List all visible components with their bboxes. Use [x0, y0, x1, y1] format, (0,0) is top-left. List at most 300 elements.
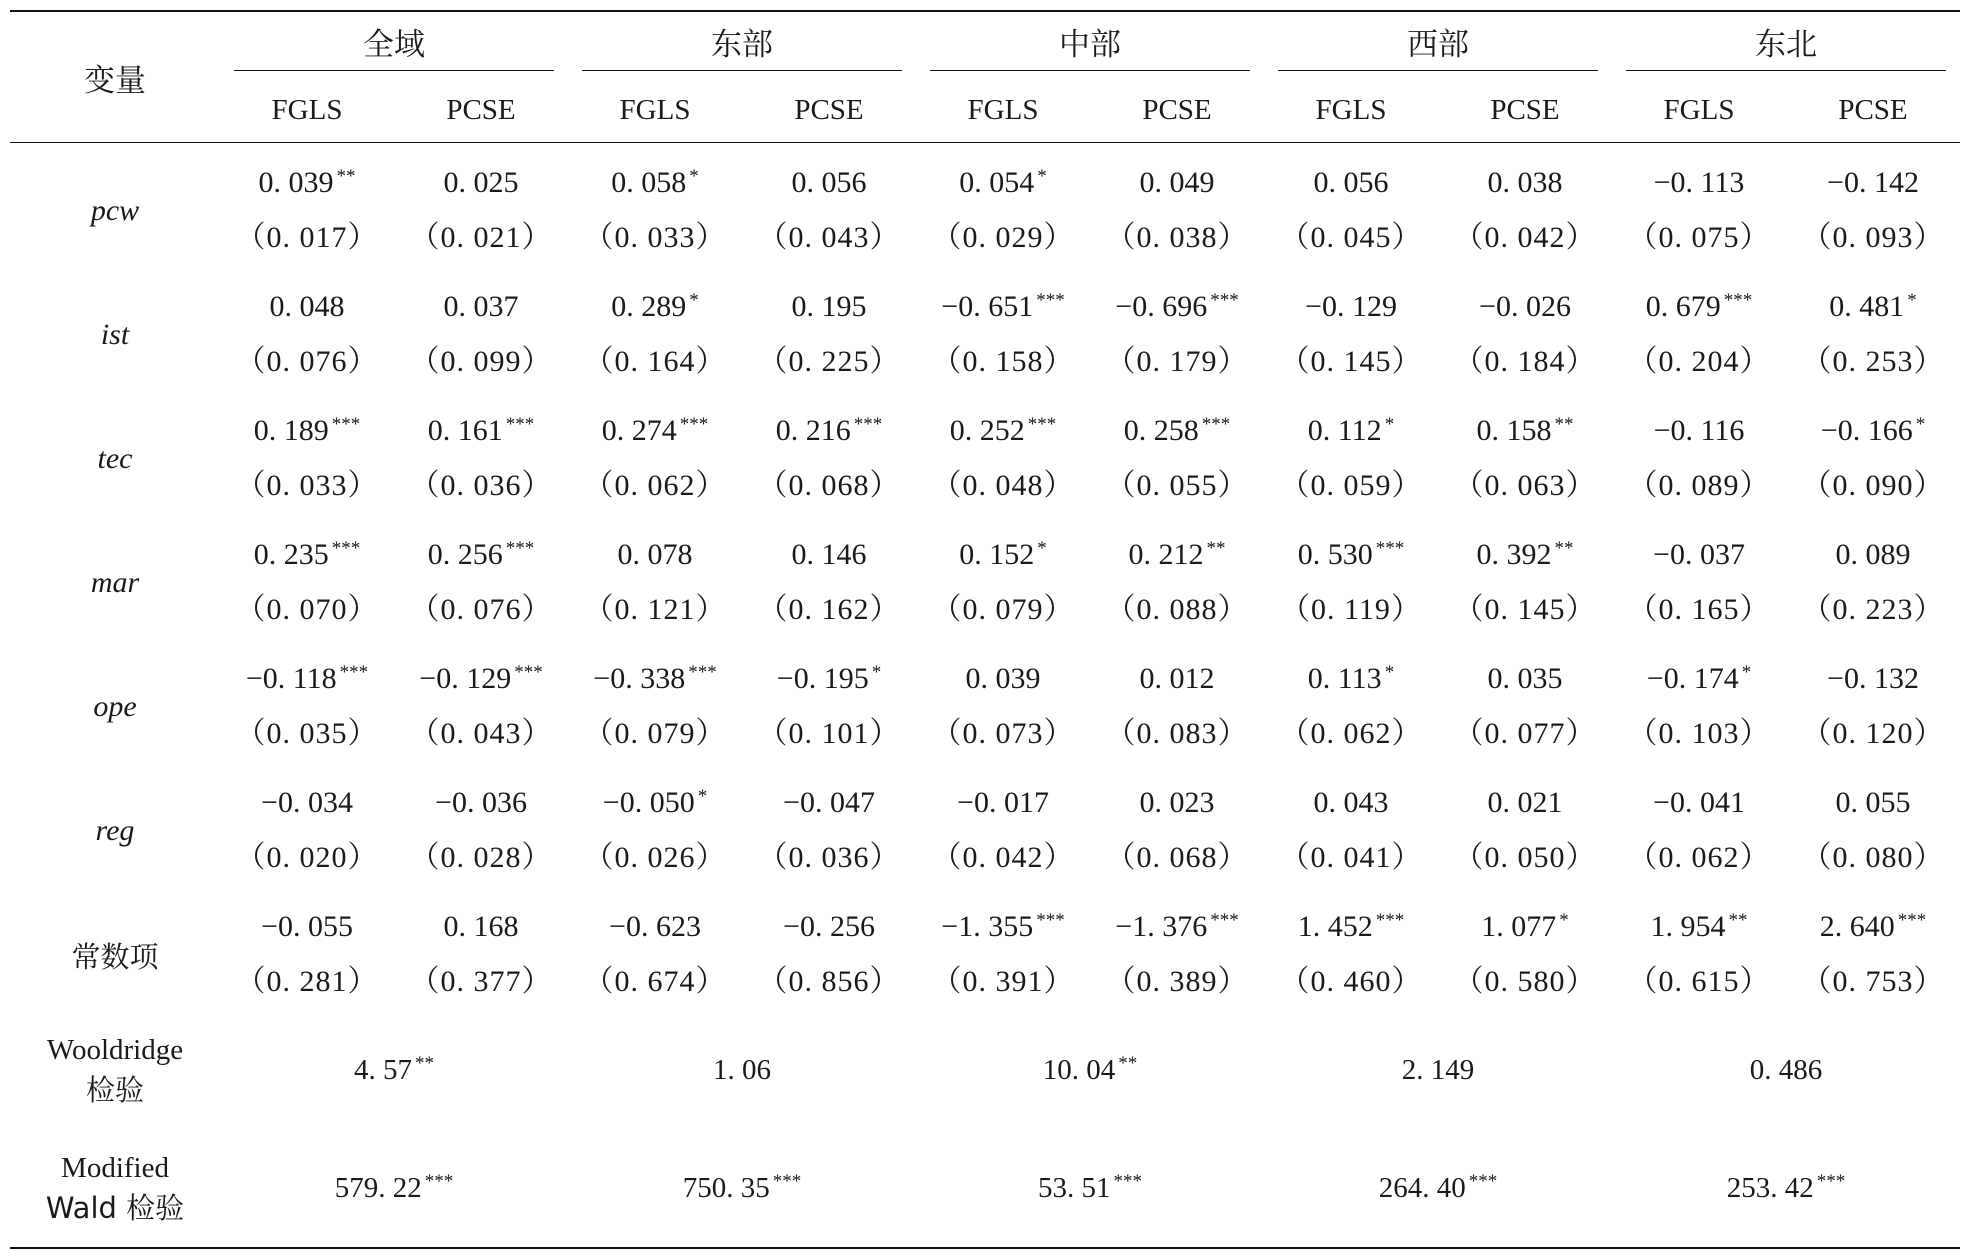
standard-error-cell: （0. 119）: [1280, 593, 1422, 626]
coefficient-cell: [916, 143, 1090, 212]
coefficient-cell: [1612, 515, 1786, 583]
coefficient-cell: [394, 391, 568, 459]
coefficient-value: −0. 116: [1653, 414, 1745, 447]
coefficient-cell: [1786, 515, 1960, 583]
significance-stars: ***: [1468, 1171, 1498, 1192]
significance-stars: *: [1741, 662, 1752, 683]
significance-stars: ***: [331, 538, 361, 559]
standard-error-cell: （0. 045）: [1279, 221, 1423, 254]
coefficient-cell: [742, 763, 916, 831]
test-statistic-cell: [916, 1011, 1264, 1129]
coefficient-value: −0. 651: [941, 290, 1034, 323]
coefficient-cell: [1786, 267, 1960, 335]
coefficient-cell: [220, 267, 394, 335]
significance-stars: ***: [1027, 414, 1057, 435]
standard-error-cell: （0. 068）: [1105, 841, 1249, 874]
variable-header: 变量: [10, 11, 220, 143]
coefficient-value: 0. 392: [1476, 538, 1552, 571]
coefficient-value: 0. 168: [443, 910, 519, 943]
coefficient-value: −0. 113: [1653, 166, 1745, 199]
significance-stars: ***: [505, 538, 535, 559]
coefficient-value: 1. 452: [1297, 910, 1373, 943]
coefficient-cell: [220, 887, 394, 955]
coefficient-value: −0. 174: [1646, 662, 1739, 695]
coefficient-row: [10, 143, 1960, 212]
coefficient-cell: [1786, 391, 1960, 459]
standard-error-cell: （0. 042）: [931, 841, 1075, 874]
coefficient-cell: [1264, 143, 1438, 212]
standard-error-row: [10, 707, 1960, 763]
standard-error-cell: （0. 099）: [409, 345, 553, 378]
coefficient-value: −0. 050: [602, 786, 695, 819]
coefficient-value: 0. 043: [1313, 786, 1389, 819]
significance-stars: **: [1554, 538, 1574, 559]
coefficient-cell: [1438, 639, 1612, 707]
coefficient-row: [10, 267, 1960, 335]
variable-label: tec: [97, 442, 133, 475]
coefficient-cell: [1090, 887, 1264, 955]
coefficient-value: 1. 954: [1650, 910, 1726, 943]
standard-error-cell: （0. 179）: [1105, 345, 1249, 378]
standard-error-cell: （0. 089）: [1627, 469, 1771, 502]
significance-stars: ***: [853, 414, 883, 435]
coefficient-value: 0. 216: [775, 414, 851, 447]
coefficient-value: 0. 158: [1476, 414, 1552, 447]
coefficient-cell: [916, 267, 1090, 335]
coefficient-cell: [1612, 763, 1786, 831]
test-statistic-cell: [220, 1129, 568, 1248]
test-label-line1: Wooldridge: [46, 1034, 184, 1066]
coefficient-value: −0. 132: [1827, 662, 1919, 695]
coefficient-cell: [1264, 639, 1438, 707]
significance-stars: **: [1206, 538, 1226, 559]
test-label: [10, 1011, 220, 1129]
coefficient-cell: [1264, 391, 1438, 459]
coefficient-value: −0. 036: [435, 786, 527, 819]
coefficient-value: −0. 047: [783, 786, 875, 819]
standard-error-cell: （0. 391）: [931, 965, 1075, 998]
coefficient-value: 0. 195: [791, 290, 867, 323]
standard-error-cell: （0. 184）: [1453, 345, 1597, 378]
test-label: [10, 1129, 220, 1248]
significance-stars: ***: [1113, 1171, 1142, 1192]
standard-error-cell: （0. 165）: [1627, 593, 1771, 626]
coefficient-value: 0. 035: [1487, 662, 1563, 695]
standard-error-cell: （0. 068）: [757, 469, 901, 502]
coefficient-value: 0. 021: [1487, 786, 1563, 819]
standard-error-cell: （0. 080）: [1801, 841, 1945, 874]
standard-error-cell: （0. 043）: [757, 221, 901, 254]
coefficient-cell: [394, 639, 568, 707]
coefficient-value: −0. 041: [1653, 786, 1745, 819]
coefficient-cell: [1264, 515, 1438, 583]
significance-stars: *: [1384, 414, 1395, 435]
standard-error-cell: （0. 076）: [235, 345, 379, 378]
standard-error-cell: （0. 028）: [409, 841, 553, 874]
standard-error-cell: （0. 674）: [583, 965, 727, 998]
test-statistic-value: 53. 51: [1038, 1172, 1111, 1204]
coefficient-value: 0. 530: [1297, 538, 1373, 571]
coefficient-value: 0. 152: [959, 538, 1035, 571]
coefficient-value: −1. 376: [1115, 910, 1208, 943]
coefficient-cell: [1264, 267, 1438, 335]
coefficient-value: 0. 058: [611, 166, 687, 199]
significance-stars: **: [1728, 910, 1748, 931]
significance-stars: *: [689, 290, 699, 311]
coefficient-value: 0. 679: [1645, 290, 1721, 323]
coefficient-cell: [220, 515, 394, 583]
coefficient-cell: [568, 639, 742, 707]
coefficient-value: −0. 026: [1479, 290, 1571, 323]
coefficient-cell: [1438, 267, 1612, 335]
standard-error-cell: （0. 856）: [757, 965, 901, 998]
coefficient-value: 1. 077: [1481, 910, 1557, 943]
standard-error-cell: （0. 281）: [235, 965, 379, 998]
significance-stars: ***: [1375, 910, 1405, 931]
variable-label: ope: [93, 690, 137, 723]
coefficient-cell: [1786, 763, 1960, 831]
coefficient-value: 0. 012: [1139, 662, 1215, 695]
coefficient-value: −0. 034: [261, 786, 353, 819]
method-header: FGLS: [916, 78, 1090, 143]
coefficient-cell: [742, 143, 916, 212]
coefficient-value: 0. 481: [1829, 290, 1905, 323]
coefficient-value: −0. 055: [261, 910, 353, 943]
standard-error-cell: （0. 079）: [931, 593, 1075, 626]
standard-error-cell: （0. 035）: [235, 717, 379, 750]
coefficient-value: 0. 146: [791, 538, 867, 571]
coefficient-cell: [568, 887, 742, 955]
standard-error-cell: （0. 070）: [235, 593, 379, 626]
table-body: [10, 143, 1960, 1012]
coefficient-row: [10, 391, 1960, 459]
method-header: PCSE: [1786, 78, 1960, 143]
coefficient-value: 0. 089: [1835, 538, 1911, 571]
coefficient-value: 0. 113: [1307, 662, 1382, 695]
significance-stars: ***: [1210, 910, 1239, 931]
test-statistic-cell: [568, 1011, 916, 1129]
coefficient-cell: [568, 267, 742, 335]
group-header-west: [1264, 11, 1612, 78]
test-statistic-value: 0. 486: [1749, 1053, 1823, 1086]
variable-label: reg: [95, 814, 135, 847]
standard-error-cell: （0. 223）: [1801, 593, 1945, 626]
coefficient-cell: [916, 639, 1090, 707]
standard-error-cell: （0. 029）: [931, 221, 1075, 254]
coefficient-cell: [1090, 515, 1264, 583]
standard-error-row: [10, 583, 1960, 639]
test-statistic-cell: [1612, 1011, 1960, 1129]
coefficient-cell: [568, 391, 742, 459]
coefficient-value: 0. 039: [258, 166, 334, 199]
coefficient-row: [10, 887, 1960, 955]
coefficient-value: −0. 338: [593, 662, 686, 695]
standard-error-cell: （0. 036）: [409, 469, 553, 502]
coefficient-value: 0. 078: [617, 538, 693, 571]
significance-stars: ***: [688, 662, 717, 683]
standard-error-cell: （0. 021）: [409, 221, 553, 254]
regression-table-container: [10, 10, 1960, 1249]
coefficient-cell: [742, 515, 916, 583]
standard-error-cell: （0. 076）: [409, 593, 553, 626]
significance-stars: ***: [1036, 290, 1065, 311]
coefficient-cell: [1786, 887, 1960, 955]
coefficient-cell: [1090, 267, 1264, 335]
test-label-line2: 检验: [85, 1073, 144, 1107]
coefficient-value: 0. 258: [1123, 414, 1199, 447]
coefficient-value: 0. 212: [1128, 538, 1204, 571]
group-header-central: [916, 11, 1264, 78]
coefficient-cell: [1612, 391, 1786, 459]
significance-stars: *: [1907, 290, 1917, 311]
standard-error-cell: （0. 079）: [583, 717, 727, 750]
test-statistic-cell: [1264, 1011, 1612, 1129]
coefficient-cell: [1090, 639, 1264, 707]
method-header: FGLS: [220, 78, 394, 143]
variable-label: pcw: [90, 194, 140, 227]
coefficient-cell: [568, 515, 742, 583]
test-statistic-value: 1. 06: [713, 1053, 771, 1086]
coefficient-cell: [220, 763, 394, 831]
significance-stars: ***: [679, 414, 709, 435]
standard-error-cell: （0. 062）: [1279, 717, 1423, 750]
standard-error-cell: （0. 389）: [1105, 965, 1249, 998]
standard-error-cell: （0. 145）: [1279, 345, 1423, 378]
coefficient-value: 0. 049: [1139, 166, 1215, 199]
standard-error-cell: （0. 103）: [1627, 717, 1771, 750]
coefficient-value: 2. 640: [1819, 910, 1895, 943]
standard-error-row: [10, 459, 1960, 515]
coefficient-value: 0. 056: [791, 166, 867, 199]
test-statistic-value: 579. 22: [334, 1172, 422, 1204]
standard-error-cell: （0. 120）: [1801, 717, 1945, 750]
test-label-line1: Modified: [61, 1152, 169, 1184]
coefficient-cell: [1612, 143, 1786, 212]
standard-error-cell: （0. 033）: [583, 221, 727, 254]
standard-error-cell: （0. 063）: [1453, 469, 1597, 502]
significance-stars: ***: [1375, 538, 1405, 559]
test-statistic-cell: [1612, 1129, 1960, 1248]
standard-error-cell: （0. 162）: [757, 593, 901, 626]
variable-label: 常数项: [71, 939, 159, 974]
coefficient-row: [10, 515, 1960, 583]
coefficient-value: −0. 696: [1115, 290, 1208, 323]
standard-error-cell: （0. 036）: [757, 841, 901, 874]
coefficient-value: −0. 118: [245, 662, 337, 695]
test-statistic-value: 10. 04: [1042, 1054, 1116, 1086]
standard-error-cell: （0. 225）: [757, 345, 901, 378]
coefficient-value: 0. 039: [965, 662, 1041, 695]
standard-error-cell: （0. 204）: [1627, 345, 1771, 378]
significance-stars: **: [1554, 414, 1574, 435]
standard-error-cell: （0. 460）: [1279, 965, 1423, 998]
standard-error-cell: （0. 077）: [1453, 717, 1597, 750]
coefficient-value: 0. 112: [1307, 414, 1382, 447]
coefficient-cell: [1090, 391, 1264, 459]
coefficient-row: [10, 639, 1960, 707]
coefficient-value: 0. 252: [949, 414, 1025, 447]
standard-error-cell: （0. 075）: [1627, 221, 1771, 254]
coefficient-value: 0. 161: [427, 414, 503, 447]
standard-error-cell: （0. 615）: [1627, 965, 1771, 998]
coefficient-value: 0. 055: [1835, 786, 1911, 819]
group-header-label: 全域: [234, 19, 554, 71]
coefficient-value: 0. 274: [601, 414, 677, 447]
test-body: [10, 1011, 1960, 1248]
coefficient-value: 0. 235: [253, 538, 329, 571]
group-header-label: 西部: [1278, 19, 1598, 71]
standard-error-cell: （0. 753）: [1801, 965, 1945, 998]
method-header: PCSE: [1438, 78, 1612, 143]
coefficient-value: −0. 256: [783, 910, 875, 943]
group-header-label: 东部: [582, 19, 902, 71]
coefficient-cell: [916, 763, 1090, 831]
standard-error-cell: （0. 377）: [409, 965, 553, 998]
coefficient-cell: [1264, 763, 1438, 831]
coefficient-cell: [742, 267, 916, 335]
significance-stars: *: [697, 786, 708, 807]
significance-stars: ***: [331, 414, 361, 435]
coefficient-value: −0. 195: [776, 662, 869, 695]
standard-error-cell: （0. 055）: [1105, 469, 1249, 502]
significance-stars: ***: [1036, 910, 1065, 931]
coefficient-cell: [916, 391, 1090, 459]
method-header: PCSE: [742, 78, 916, 143]
significance-stars: *: [1037, 538, 1047, 559]
coefficient-value: 0. 023: [1139, 786, 1215, 819]
significance-stars: *: [1037, 166, 1047, 187]
coefficient-value: 0. 256: [427, 538, 503, 571]
significance-stars: *: [871, 662, 882, 683]
variable-label: mar: [90, 566, 140, 599]
coefficient-cell: [916, 887, 1090, 955]
standard-error-cell: （0. 059）: [1279, 469, 1423, 502]
standard-error-cell: （0. 088）: [1105, 593, 1249, 626]
standard-error-cell: （0. 026）: [583, 841, 727, 874]
coefficient-cell: [1090, 143, 1264, 212]
standard-error-cell: （0. 048）: [931, 469, 1075, 502]
standard-error-row: [10, 335, 1960, 391]
standard-error-cell: （0. 038）: [1105, 221, 1249, 254]
coefficient-cell: [220, 391, 394, 459]
standard-error-cell: （0. 101）: [757, 717, 901, 750]
significance-stars: ***: [1201, 414, 1231, 435]
coefficient-value: −0. 017: [957, 786, 1049, 819]
test-label-line2: Wald 检验: [45, 1191, 185, 1225]
standard-error-row: [10, 211, 1960, 267]
test-row: [10, 1011, 1960, 1129]
coefficient-value: 0. 038: [1487, 166, 1563, 199]
coefficient-cell: [394, 887, 568, 955]
coefficient-cell: [1612, 639, 1786, 707]
significance-stars: ***: [1723, 290, 1753, 311]
coefficient-cell: [1786, 639, 1960, 707]
coefficient-value: −0. 129: [1305, 290, 1397, 323]
coefficient-value: −0. 129: [419, 662, 512, 695]
significance-stars: ***: [424, 1171, 454, 1192]
coefficient-cell: [394, 267, 568, 335]
method-header: FGLS: [568, 78, 742, 143]
coefficient-value: 0. 054: [959, 166, 1035, 199]
coefficient-value: 0. 037: [443, 290, 519, 323]
coefficient-cell: [1090, 763, 1264, 831]
standard-error-cell: （0. 020）: [235, 841, 379, 874]
coefficient-cell: [1438, 887, 1612, 955]
coefficient-cell: [568, 763, 742, 831]
standard-error-cell: （0. 043）: [409, 717, 553, 750]
test-statistic-value: 253. 42: [1726, 1172, 1814, 1204]
coefficient-cell: [220, 143, 394, 212]
standard-error-cell: （0. 073）: [931, 717, 1075, 750]
significance-stars: **: [336, 166, 356, 187]
coefficient-value: −0. 166: [1820, 414, 1913, 447]
coefficient-value: 0. 189: [253, 414, 329, 447]
group-header-label: 中部: [930, 19, 1250, 71]
coefficient-cell: [916, 515, 1090, 583]
standard-error-cell: （0. 158）: [931, 345, 1075, 378]
test-statistic-cell: [220, 1011, 568, 1129]
test-statistic-value: 264. 40: [1378, 1172, 1466, 1204]
standard-error-cell: （0. 050）: [1453, 841, 1597, 874]
significance-stars: *: [689, 166, 699, 187]
coefficient-cell: [1438, 391, 1612, 459]
coefficient-cell: [742, 391, 916, 459]
standard-error-cell: （0. 083）: [1105, 717, 1249, 750]
coefficient-cell: [1264, 887, 1438, 955]
standard-error-row: [10, 831, 1960, 887]
test-statistic-cell: [916, 1129, 1264, 1248]
coefficient-cell: [742, 639, 916, 707]
coefficient-cell: [742, 887, 916, 955]
group-header-all: [220, 11, 568, 78]
coefficient-cell: [220, 639, 394, 707]
standard-error-cell: （0. 042）: [1453, 221, 1597, 254]
test-statistic-cell: [1264, 1129, 1612, 1248]
test-statistic-cell: [568, 1129, 916, 1248]
coefficient-cell: [1612, 887, 1786, 955]
coefficient-cell: [1438, 763, 1612, 831]
group-header-label: 东北: [1626, 19, 1946, 71]
coefficient-cell: [1786, 143, 1960, 212]
group-header-east: [568, 11, 916, 78]
variable-label: ist: [100, 318, 130, 351]
coefficient-cell: [1438, 143, 1612, 212]
coefficient-cell: [1612, 267, 1786, 335]
significance-stars: **: [1118, 1053, 1138, 1074]
standard-error-cell: （0. 145）: [1453, 593, 1597, 626]
regression-table: [10, 10, 1960, 1249]
standard-error-cell: （0. 093）: [1801, 221, 1945, 254]
standard-error-cell: （0. 062）: [1627, 841, 1771, 874]
coefficient-cell: [394, 763, 568, 831]
significance-stars: ***: [514, 662, 543, 683]
standard-error-cell: （0. 041）: [1279, 841, 1423, 874]
standard-error-cell: （0. 164）: [583, 345, 727, 378]
coefficient-cell: [394, 143, 568, 212]
standard-error-cell: （0. 090）: [1801, 469, 1945, 502]
coefficient-cell: [394, 515, 568, 583]
standard-error-cell: （0. 062）: [583, 469, 727, 502]
method-header: FGLS: [1612, 78, 1786, 143]
coefficient-value: 0. 289: [611, 290, 687, 323]
test-statistic-value: 750. 35: [682, 1172, 770, 1204]
significance-stars: *: [1559, 910, 1569, 931]
significance-stars: ***: [505, 414, 535, 435]
method-header: PCSE: [394, 78, 568, 143]
coefficient-value: −0. 142: [1827, 166, 1919, 199]
method-header: PCSE: [1090, 78, 1264, 143]
significance-stars: **: [415, 1053, 434, 1074]
